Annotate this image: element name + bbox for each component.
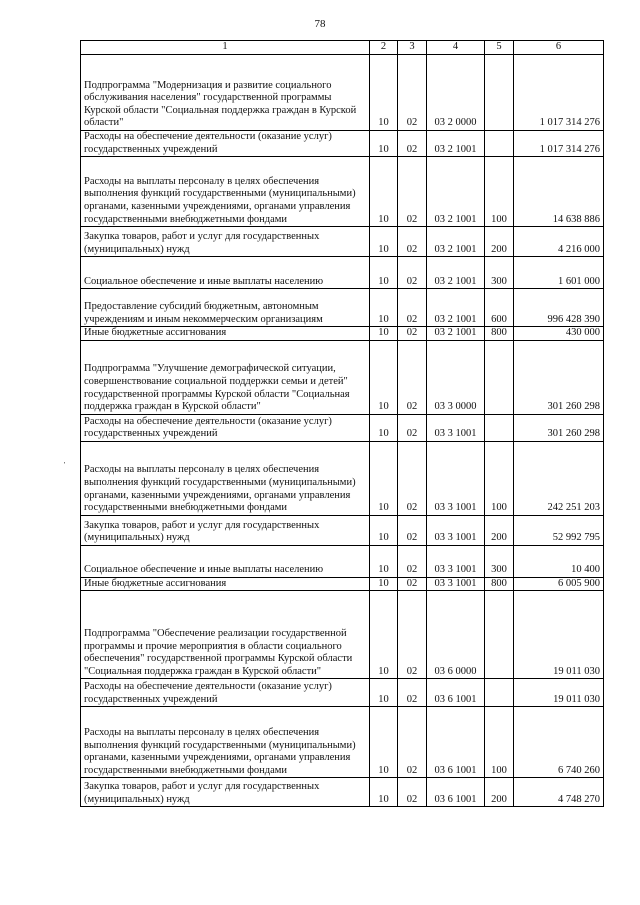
row-subsection: 02 <box>398 257 427 289</box>
row-name: Иные бюджетные ассигнования <box>81 327 370 341</box>
row-amount: 242 251 203 <box>514 441 604 515</box>
row-section: 10 <box>370 545 398 577</box>
row-section: 10 <box>370 131 398 157</box>
row-subsection: 02 <box>398 289 427 327</box>
table-row <box>81 577 604 591</box>
row-expense-type <box>485 55 514 131</box>
row-expense-type: 200 <box>485 515 514 545</box>
row-section: 10 <box>370 591 398 679</box>
row-subsection: 02 <box>398 679 427 707</box>
row-amount: 4 216 000 <box>514 227 604 257</box>
row-target-code: 03 2 0000 <box>427 55 485 131</box>
row-section: 10 <box>370 707 398 778</box>
row-subsection: 02 <box>398 707 427 778</box>
row-target-code: 03 6 1001 <box>427 707 485 778</box>
row-expense-type: 300 <box>485 545 514 577</box>
table-row <box>81 327 604 341</box>
row-target-code: 03 2 1001 <box>427 289 485 327</box>
header-col-4: 4 <box>427 41 485 55</box>
row-expense-type: 600 <box>485 289 514 327</box>
row-target-code: 03 2 1001 <box>427 157 485 227</box>
row-name: Подпрограмма "Улучшение демографической ситуации, совершенствование социальной поддержки семьи и детей" государственной программы Курской области "Социальная поддержка граждан в Курской области" <box>81 340 370 414</box>
table-row <box>81 679 604 707</box>
row-target-code: 03 3 1001 <box>427 414 485 441</box>
row-name: Расходы на обеспечение деятельности (оказание услуг) государственных учреждений <box>81 414 370 441</box>
table-row <box>81 414 604 441</box>
table-row <box>81 289 604 327</box>
header-row <box>81 41 604 55</box>
stray-mark: ' <box>64 461 66 469</box>
row-target-code: 03 2 1001 <box>427 327 485 341</box>
row-section: 10 <box>370 414 398 441</box>
row-expense-type <box>485 414 514 441</box>
row-target-code: 03 2 1001 <box>427 131 485 157</box>
row-amount: 4 748 270 <box>514 778 604 807</box>
row-expense-type: 100 <box>485 707 514 778</box>
row-target-code: 03 2 1001 <box>427 227 485 257</box>
row-section: 10 <box>370 778 398 807</box>
row-name: Предоставление субсидий бюджетным, автономным учреждениям и иным некоммерческим организациям <box>81 289 370 327</box>
row-amount: 14 638 886 <box>514 157 604 227</box>
row-section: 10 <box>370 340 398 414</box>
row-expense-type: 100 <box>485 157 514 227</box>
row-target-code: 03 6 1001 <box>427 679 485 707</box>
row-subsection: 02 <box>398 778 427 807</box>
row-amount: 996 428 390 <box>514 289 604 327</box>
row-target-code: 03 3 1001 <box>427 545 485 577</box>
row-expense-type: 200 <box>485 778 514 807</box>
row-name: Социальное обеспечение и иные выплаты населению <box>81 257 370 289</box>
row-amount: 1 601 000 <box>514 257 604 289</box>
table-row <box>81 131 604 157</box>
row-name: Расходы на обеспечение деятельности (оказание услуг) государственных учреждений <box>81 679 370 707</box>
row-expense-type <box>485 131 514 157</box>
row-name: Подпрограмма "Обеспечение реализации государственной программы и прочие мероприятия в области социального обеспечения" государственной программы Курской области "Социальная поддержка граждан в Курской области" <box>81 591 370 679</box>
row-name: Иные бюджетные ассигнования <box>81 577 370 591</box>
row-target-code: 03 3 1001 <box>427 577 485 591</box>
row-subsection: 02 <box>398 340 427 414</box>
row-target-code: 03 3 0000 <box>427 340 485 414</box>
row-amount: 19 011 030 <box>514 679 604 707</box>
row-name: Закупка товаров, работ и услуг для государственных (муниципальных) нужд <box>81 227 370 257</box>
row-subsection: 02 <box>398 157 427 227</box>
page-number: 78 <box>314 18 326 30</box>
row-expense-type <box>485 591 514 679</box>
row-target-code: 03 3 1001 <box>427 441 485 515</box>
row-amount: 430 000 <box>514 327 604 341</box>
row-target-code: 03 6 0000 <box>427 591 485 679</box>
row-subsection: 02 <box>398 55 427 131</box>
row-amount: 1 017 314 276 <box>514 131 604 157</box>
row-amount: 19 011 030 <box>514 591 604 679</box>
row-subsection: 02 <box>398 227 427 257</box>
table-row <box>81 515 604 545</box>
header-col-5: 5 <box>485 41 514 55</box>
row-section: 10 <box>370 55 398 131</box>
table-row <box>81 340 604 414</box>
row-name: Социальное обеспечение и иные выплаты населению <box>81 545 370 577</box>
budget-table <box>80 40 604 807</box>
row-amount: 6 740 260 <box>514 707 604 778</box>
row-amount: 1 017 314 276 <box>514 55 604 131</box>
header-col-6: 6 <box>514 41 604 55</box>
row-section: 10 <box>370 577 398 591</box>
header-col-1: 1 <box>81 41 370 55</box>
row-name: Расходы на обеспечение деятельности (оказание услуг) государственных учреждений <box>81 131 370 157</box>
row-expense-type: 300 <box>485 257 514 289</box>
table-row <box>81 591 604 679</box>
table-row <box>81 55 604 131</box>
header-col-2: 2 <box>370 41 398 55</box>
row-target-code: 03 2 1001 <box>427 257 485 289</box>
row-name: Закупка товаров, работ и услуг для государственных (муниципальных) нужд <box>81 778 370 807</box>
row-expense-type: 200 <box>485 227 514 257</box>
row-subsection: 02 <box>398 577 427 591</box>
table-row <box>81 227 604 257</box>
row-name: Подпрограмма "Модернизация и развитие социального обслуживания населения" государственной программы Курской области "Социальная поддержка граждан в Курской области" <box>81 55 370 131</box>
row-section: 10 <box>370 515 398 545</box>
row-name: Расходы на выплаты персоналу в целях обеспечения выполнения функций государственными (муниципальными) органами, казенными учреждениями, органами управления государственными внебюджетными фондами <box>81 707 370 778</box>
row-target-code: 03 6 1001 <box>427 778 485 807</box>
row-amount: 301 260 298 <box>514 340 604 414</box>
row-target-code: 03 3 1001 <box>427 515 485 545</box>
row-subsection: 02 <box>398 414 427 441</box>
row-amount: 52 992 795 <box>514 515 604 545</box>
row-subsection: 02 <box>398 441 427 515</box>
row-expense-type <box>485 340 514 414</box>
table-row <box>81 778 604 807</box>
header-col-3: 3 <box>398 41 427 55</box>
row-section: 10 <box>370 679 398 707</box>
table-row <box>81 157 604 227</box>
row-name: Расходы на выплаты персоналу в целях обеспечения выполнения функций государственными (муниципальными) органами, казенными учреждениями, органами управления государственными внебюджетными фондами <box>81 157 370 227</box>
row-name: Расходы на выплаты персоналу в целях обеспечения выполнения функций государственными (муниципальными) органами, казенными учреждениями, органами управления государственными внебюджетными фондами <box>81 441 370 515</box>
row-expense-type: 800 <box>485 327 514 341</box>
row-section: 10 <box>370 157 398 227</box>
table-row <box>81 441 604 515</box>
row-section: 10 <box>370 257 398 289</box>
row-subsection: 02 <box>398 131 427 157</box>
row-amount: 6 005 900 <box>514 577 604 591</box>
table-row <box>81 257 604 289</box>
row-section: 10 <box>370 327 398 341</box>
row-subsection: 02 <box>398 591 427 679</box>
row-section: 10 <box>370 289 398 327</box>
row-section: 10 <box>370 227 398 257</box>
row-subsection: 02 <box>398 327 427 341</box>
row-name: Закупка товаров, работ и услуг для государственных (муниципальных) нужд <box>81 515 370 545</box>
row-amount: 301 260 298 <box>514 414 604 441</box>
row-amount: 10 400 <box>514 545 604 577</box>
row-subsection: 02 <box>398 515 427 545</box>
row-subsection: 02 <box>398 545 427 577</box>
row-expense-type: 800 <box>485 577 514 591</box>
row-expense-type: 100 <box>485 441 514 515</box>
row-expense-type <box>485 679 514 707</box>
row-section: 10 <box>370 441 398 515</box>
table-row <box>81 545 604 577</box>
table-row <box>81 707 604 778</box>
